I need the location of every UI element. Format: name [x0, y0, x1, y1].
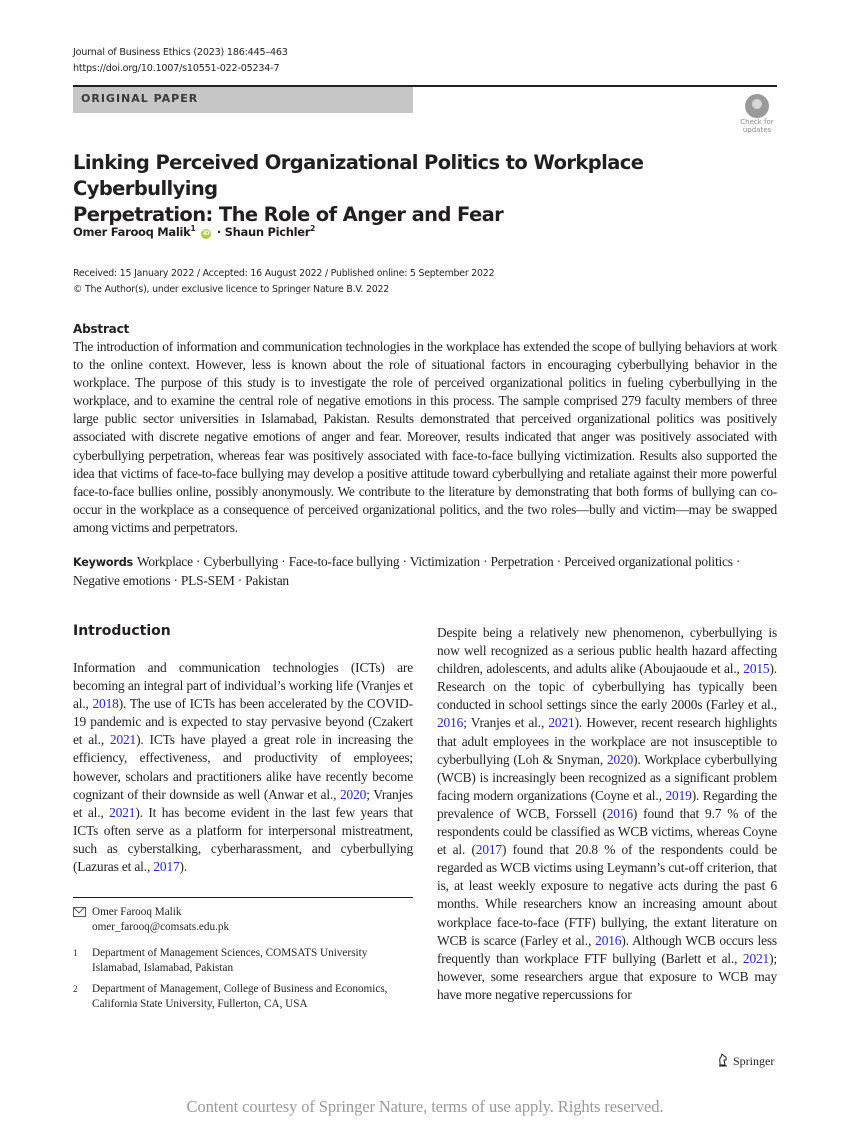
introduction-right-column — [437, 624, 777, 1004]
keywords-label: Keywords — [73, 556, 133, 569]
body-text: ). It has become evident in the last few years that ICTs often serve as a platform for interpersonal mistreatment, such as cyberstalking, cyberharassment, and cyberbullying (Lazuras et al., — [73, 804, 413, 875]
springer-horse-icon — [716, 1053, 730, 1067]
article-title — [73, 150, 773, 228]
introduction-left-column — [73, 659, 413, 876]
citation-link[interactable]: 2016 — [606, 805, 633, 821]
keywords-list: Workplace · Cyberbullying · Face-to-face bullying · Victimization · Perpetration · Perceived organizational politics · Negative emotions · PLS-SEM · Pakistan — [73, 554, 741, 589]
publisher-logo — [716, 1051, 774, 1069]
abstract-heading: Abstract — [73, 322, 130, 336]
body-text: ). — [179, 859, 188, 875]
footnote-rule — [73, 897, 413, 898]
citation-link[interactable]: 2019 — [665, 787, 692, 803]
citation-link[interactable]: 2021 — [109, 804, 136, 820]
citation-link[interactable]: 2021 — [742, 950, 770, 966]
title-line-1: Linking Perceived Organizational Politics to Workplace Cyberbullying — [73, 151, 644, 200]
author-affiliation-mark: 2 — [310, 224, 316, 233]
citation-link[interactable]: 2018 — [92, 696, 119, 712]
affiliation-mark: 1 — [73, 948, 78, 958]
citation-link[interactable]: 2021 — [548, 715, 575, 731]
affiliation-note — [73, 982, 413, 1011]
body-text: ). ICTs have played a great role in increasing the efficiency, effectiveness, and productivity of employees; however, scholars and practitioners alike have recently become cognizant of their downside as well (Anwar et al., — [73, 732, 413, 802]
courtesy-notice: Content courtesy of Springer Nature, terms of use apply. Rights reserved. — [186, 1097, 664, 1116]
author-list — [73, 224, 315, 239]
body-text: ). However, recent research highlights that adult employees in the workplace are not insusceptible to cyberbullying (Loh & Snyman, — [437, 715, 778, 767]
citation-link[interactable]: 2017 — [475, 842, 502, 858]
affiliation-text: Department of Management, College of Business and Economics, California State University, Fullerton, CA, USA — [92, 983, 388, 1010]
citation-link[interactable]: 2017 — [153, 859, 180, 875]
body-text: ). Regarding the prevalence of WCB, Forssell ( — [437, 787, 777, 821]
body-text: ) found that 20.8 % of the respondents could be regarded as WCB victims using Leymann’s cut-off criterion, that is, at least weekly exposure to negative acts during the past 6 months. While researchers know an increasing amount about workplace face-to-face (FTF) bullying, the extant literature on WCB is scarce (Farley et al., — [437, 842, 777, 948]
doi-link[interactable]: https://doi.org/10.1007/s10551-022-05234-7 — [73, 63, 280, 74]
section-label: ORIGINAL PAPER — [81, 92, 199, 105]
affiliation-text: Department of Management Sciences, COMSATS University Islamabad, Islamabad, Pakistan — [92, 947, 368, 974]
citation-link[interactable]: 2016 — [595, 932, 622, 948]
author-affiliation-mark: 1 — [190, 224, 196, 233]
citation-link[interactable]: 2021 — [109, 732, 137, 748]
body-text: Despite being a relatively new phenomenon, cyberbullying is now well recognized as a serious public health hazard affecting children, adolescents, and adults alike (Aboujaoude et al., — [437, 625, 777, 677]
publisher-name: Springer — [733, 1054, 775, 1068]
body-text: ; Vranjes et al., — [463, 715, 549, 731]
envelope-icon — [73, 905, 89, 920]
citation-link[interactable]: 2016 — [437, 715, 464, 731]
check-updates-text-1: Check for — [740, 118, 774, 126]
section-band — [73, 87, 413, 113]
check-updates-text-2: updates — [742, 126, 772, 134]
citation-link[interactable]: 2015 — [743, 661, 770, 677]
affiliation-note — [73, 946, 413, 975]
body-text: ; Vranjes et al., — [73, 786, 413, 820]
body-text: ). Although WCB occurs less frequently than workplace FTF bullying (Barlett et al., — [437, 932, 777, 966]
body-text: ). The use of ICTs has been accelerated by the COVID-19 pandemic and is expected to stay pervasive beyond (Czakert et al., — [73, 696, 413, 748]
journal-citation: Journal of Business Ethics (2023) 186:445–463 — [73, 47, 288, 58]
copyright-notice: © The Author(s), under exclusive licence to Springer Nature B.V. 2022 — [73, 283, 390, 295]
author-separator: · — [213, 224, 225, 239]
check-updates-icon — [745, 94, 769, 118]
body-text: ). Research on the topic of cyberbullying has typically been conducted in school settings since the early 2000s (Farley et al., — [437, 661, 777, 713]
body-text: ); however, some researchers argue that exposure to WCB may have more negative repercussions for — [437, 950, 777, 1002]
body-text: ). Workplace cyberbullying (WCB) is increasingly been recognized as a significant problem facing modern organizations (Coyne et al., — [437, 751, 777, 803]
orcid-icon[interactable]: iD — [202, 229, 210, 237]
keywords — [73, 553, 777, 590]
author-name[interactable]: Shaun Pichler — [224, 224, 311, 239]
corresponding-author-name: Omer Farooq Malik — [92, 906, 182, 918]
citation-link[interactable]: 2020 — [606, 751, 634, 767]
corresponding-author-email[interactable]: omer_farooq@comsats.edu.pk — [92, 920, 230, 933]
introduction-heading: Introduction — [73, 623, 171, 639]
title-line-2: Perpetration: The Role of Anger and Fear — [73, 203, 504, 226]
publication-dates: Received: 15 January 2022 / Accepted: 16 August 2022 / Published online: 5 September 2022 — [73, 268, 495, 279]
body-text: ) found that 9.7 % of the respondents could be classified as WCB victims, whereas Coyne et al. ( — [437, 805, 777, 858]
publication-info — [73, 266, 494, 297]
citation-link[interactable]: 2020 — [340, 786, 367, 802]
corresponding-author-note — [73, 905, 413, 934]
author-name[interactable]: Omer Farooq Malik — [73, 224, 191, 239]
affiliation-mark: 2 — [73, 984, 78, 994]
body-text: Information and communication technologies (ICTs) are becoming an integral part of individual’s working life (Vranjes et al., — [73, 660, 413, 712]
journal-meta — [73, 45, 288, 77]
abstract-text: The introduction of information and communication technologies in the workplace has extended the scope of bullying behaviors at work to the online context. However, less is known about the role of situational factors in encouraging cyberbullying behavior in the workplace. The purpose of this study is to investigate the role of perceived organizational politics in fueling cyberbullying in the workplace, and to examine the central role of negative emotions in this process. The sample comprised 279 faculty members of three large public sector universities in Islamabad, Pakistan. Results demonstrated that perceived organizational politics was positively associated with discrete negative emotions of anger and fear. Moreover, results indicated that anger was positively associated with cyberbullying perpetration, whereas fear was positively associated with face-to-face bullying victimization. Results also supported the idea that victims of face-to-face bullying may develop a positive attitude toward cyberbullying and retaliate against their more powerful face-to-face bullies online, possibly anonymously. We contribute to the literature by demonstrating that both forms of bullying can co-occur in the workplace as a consequence of perceived organizational politics, and the two roles—bully and victim—may be swapped among victims and perpetrators. — [73, 339, 777, 535]
check-for-updates-badge[interactable] — [737, 94, 777, 134]
